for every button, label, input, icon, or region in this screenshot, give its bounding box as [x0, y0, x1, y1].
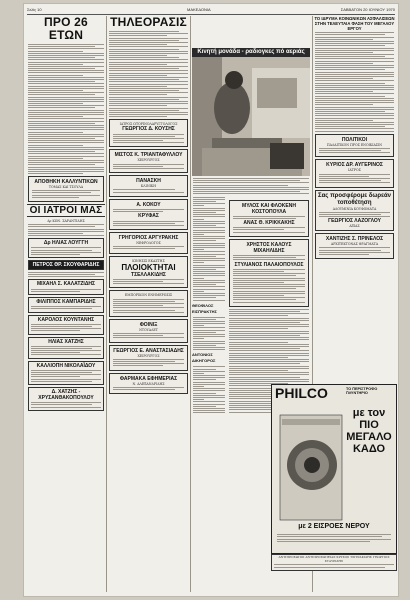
ad-box: ΧΑΝΤΙΖΗΣ Σ. ΠΡΙΝΕΛΟΣ ΑΡΧΙΤΕΚΤΟΝΑΣ ΦΡΑΓΜΑΤΑ	[315, 233, 394, 259]
ad-box: ΙΑΤΡΟΣ ΩΤΟΡΙΝΟΛΑΡΥΓΓΟΛΟΓΟΣ ΓΕΩΡΓΙΟΣ Δ. ΚΟΥΣΗΣ	[109, 119, 188, 147]
ad-box: ΚΥΡΙΟΣ ΔΡ. ΑΥΓΕΡΙΝΟΣ ΙΑΤΡΟΣ	[315, 159, 394, 187]
doctor-listing: Δρ ΗΛΙΑΣ ΛΟΥΓΓΗ	[28, 238, 104, 258]
philco-logo: PHILCO	[275, 385, 328, 401]
column-1: ΠΡΟ 26 ΕΤΩΝ ΑΠΟΘΗΚΗ ΚΑΛΛΥΝΤΙΚΩΝ ΤΟΜΑΣ ΚΑΙ ΤΣΟΥΛΑ ΟΙ ΙΑΤΡΟΙ ΜΑΣ Δρ ΚΩΝ. ΣΑΡΑΝΤΙΔΗΣ Δρ ΗΛΙΑΣ ΛΟΥΓΓΗ ΠΕΤΡΟΣ ΘΡ. ΣΚΟΥΦΑΡΙΔΗΣ ΜΙΧΑΗΛ Σ. ΚΑΛΑΤΖΙΔΗΣ ΦΙΛΙΠΠΟΣ ΚΑΜΠΑΡΙΔΗΣ ΚΑΡΟΛΟΣ ΚΟΥΝΤΑΝΗΣ ΗΛΙΑΣ ΧΑΤΖΗΣ ΚΑΛΛΙΟΠΗ ΝΙΚΟΛΑΪΔΟΥ Δ. ΧΑΤΖΗΣ - ΧΡΥΣΑΝΘΑΚΟΠΟΥΛΟΥ	[27, 16, 105, 592]
ad-box: ΓΡΗΓΟΡΙΟΣ ΑΡΓΥΡΑΚΗΣ ΝΕΦΡΟΛΟΓΟΣ	[109, 232, 188, 254]
headline: ΤΟ ΙΔΡΥΜΑ ΚΟΙΝΩΝΙΚΩΝ ΑΣΦΑΛΙΣΕΩΝ ΣΤΗΝ ΤΕΛΕΥΤΑΙΑ ΦΑΣΗ ΤΟΥ ΜΕΓΑΛΟΥ ΕΡΓΟΥ	[314, 16, 395, 31]
photo-caption: Κινητή μονάδα - ραδιογκες πό αεριάς	[192, 48, 310, 57]
article-text: ΘΕΟΦΙΛΟΣ ΕΙΣΠΡΑΚΤΗΣ ΑΝΤΟΝΙΟΣ ΔΙΚΗΓΟΡΟΣ	[192, 196, 226, 415]
doctor-listing: ΜΙΧΑΗΛ Σ. ΚΑΛΑΤΖΙΔΗΣ	[28, 279, 104, 295]
masthead	[27, 6, 395, 15]
article-text	[192, 178, 310, 194]
ad-box: ΚΙΝΗΣΙΣ ΕΚΑΣΤΗΣ ΠΛΟΙΟΚΤΗΤΑΙ ΤΣΕΛΛΑΚΙΔΗΣ	[109, 256, 188, 289]
ad-box: ΕΜΠΟΡΙΚΟΝ ΕΝΗΜΕΡΩΣΙΣ	[109, 290, 188, 317]
ad-box: ΦΟΙΝΙΞ ΝΤΟΥΑΛΕΤ	[109, 319, 188, 343]
philco-tagline: ΤΟ ΠΕΡΙΣΤΡΟΦΟ ΠΛΥΝΤΗΡΙΟ	[346, 387, 378, 396]
ad-box: Α. ΚΟΚΟΥ ΚΡΥΦΑΣ	[109, 199, 188, 230]
doctor-listing: ΦΙΛΙΠΠΟΣ ΚΑΜΠΑΡΙΔΗΣ	[28, 297, 104, 313]
ad-box: ΑΠΟΘΗΚΗ ΚΑΛΛΥΝΤΙΚΩΝ ΤΟΜΑΣ ΚΑΙ ΤΣΟΥΛΑ	[28, 176, 104, 202]
ad-box: ΠΑΝΑΣΚΗ ΚΛΙΝΙΚΗ	[109, 175, 188, 197]
ad-box: ΧΡΗΣΤΟΣ ΚΑΛΟΥΣ ΜΙΧΑΗΛΙΔΗΣ ΣΤΥΛΙΑΝΟΣ ΠΑΛΑΙΟΠΟΥΛΟΣ	[229, 239, 309, 307]
issue-date: ΣΑΒΒΑΤΟΝ 20 ΙΟΥΝΙΟΥ 1970	[340, 7, 395, 12]
news-photo	[192, 48, 310, 176]
philco-copy	[276, 533, 392, 543]
paper-name: ΜΑΚΕΔΟΝΙΑ	[187, 7, 211, 12]
photo-image	[192, 48, 310, 176]
philco-feature: με 2 ΕΙΣΡΟΕΣ ΝΕΡΟΥ	[298, 523, 370, 530]
article-text	[27, 44, 105, 174]
column-2	[108, 16, 189, 592]
ad-box: ΦΑΡΜΑΚΑ ΕΦΗΜΕΡΙΑΣ Ν. ΑΛΕΞΑΝΔΡΙΔΗΣ	[109, 373, 188, 395]
ad-box: ΜΥΛΟΣ ΚΑΙ ΦΛΟΚΕΝΗ ΚΟΣΤΟΠΟΥΛΑ ΑΝΑΣ Θ. ΚΡΙΚΚΑΚΗΣ	[229, 200, 309, 237]
philco-ad	[271, 384, 397, 554]
doctor-listing: ΠΕΤΡΟΣ ΘΡ. ΣΚΟΥΦΑΡΙΔΗΣ	[28, 260, 104, 270]
newspaper-page	[24, 4, 398, 596]
ad-box: ΠΟΛΙΤΙΚΟΙ ΠΑΛΑΙΤΙΚΟΝ ΠΡΟΣ ΕΝΟΙΚΙΑΣΙΝ	[315, 134, 394, 158]
ad-box: Δ. ΧΑΤΖΗΣ - ΧΡΥΣΑΝΘΑΚΟΠΟΥΛΟΥ	[28, 387, 104, 411]
section-title: ΟΙ ΙΑΤΡΟΙ ΜΑΣ	[27, 204, 105, 217]
doctor-listing: ΗΛΙΑΣ ΧΑΤΖΗΣ	[28, 337, 104, 359]
doctor-listing: ΚΑΡΟΛΟΣ ΚΟΥΝΤΑΝΗΣ	[28, 315, 104, 335]
column-1-title: ΠΡΟ 26 ΕΤΩΝ	[44, 15, 88, 42]
tv-title: ΤΗΛΕΟΡΑΣΙΣ	[110, 15, 187, 29]
article-text	[314, 32, 395, 131]
ad-box: Σας προσφέρομε δωρεάν τοποθέτηση ΑΛΟΥΜΙΝΙΑ ΚΟΥΦΩΜΑΤΑ ΓΕΩΡΓΙΟΣ ΛΑΖΟΓΛΟΥ ΑΞΙΑΣ	[315, 190, 394, 232]
footer-ad: ΑΝΤΙΠΡΟΣΩΠΟΙ ΑΝΤΙΠΡΟΣΩΠΕΙΑΣ ΧΡΥΣΟΣ ΤΣΙΤΡΑΚΙΔΗΣ ΓΕΩΡΓΙΟΣ ΣΤΑΥΡΙΔΗΣ	[271, 554, 397, 571]
doctor-listing: ΚΑΛΛΙΟΠΗ ΝΙΚΟΛΑΪΔΟΥ	[28, 361, 104, 385]
ad-box: ΓΕΩΡΓΙΟΣ Ε. ΑΝΑΣΤΑΣΙΑΔΗΣ ΧΕΙΡΟΥΡΓΟΣ	[109, 345, 188, 371]
philco-headline: με τον ΠΙΟ ΜΕΓΑΛΟ ΚΑΔΟ	[346, 407, 392, 455]
page-number: Σελίς 10	[27, 7, 42, 12]
ad-box: ΜΙΣΤΟΣ Κ. ΤΡΙΑΝΤΑΦΥΛΛΟΥ ΧΕΙΡΟΥΡΓΟΣ	[109, 149, 188, 173]
tv-schedule	[108, 31, 189, 117]
